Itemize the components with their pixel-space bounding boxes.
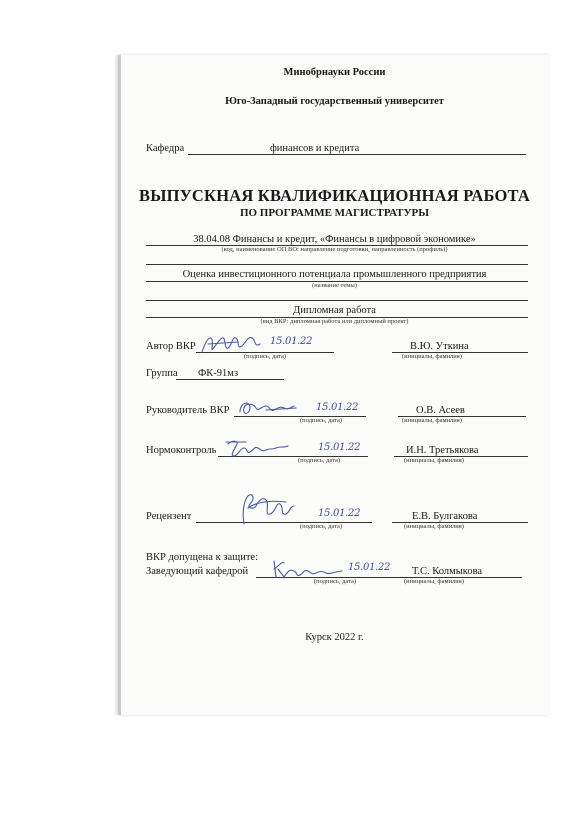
reviewer-date: 15.01.22 [318, 508, 361, 519]
city-year: Курск 2022 г. [305, 632, 364, 643]
group-label: Группа [146, 368, 178, 379]
supervisor-label: Руководитель ВКР [146, 405, 230, 416]
normcontrol-name-caption: (инициалы, фамилия) [404, 457, 464, 464]
normcontrol-date: 15.01.22 [318, 442, 361, 453]
head-date: 15.01.22 [348, 562, 391, 573]
head-name: Т.С. Колмыкова [412, 566, 483, 577]
normcontrol-sign-caption: (подпись, дата) [298, 457, 341, 464]
reviewer-name-caption: (инициалы, фамилия) [404, 523, 464, 530]
department-value: финансов и кредита [270, 143, 360, 154]
program-caption: (код, наименование ОП ВО: направление подготовки, направленность (профиль)) [221, 246, 448, 253]
supervisor-name-caption: (инициалы, фамилия) [402, 417, 462, 424]
document-title: ВЫПУСКНАЯ КВАЛИФИКАЦИОННАЯ РАБОТА [138, 186, 531, 205]
department-label: Кафедра [146, 143, 185, 154]
department-underline [188, 154, 526, 155]
author-sign-caption: (подпись, дата) [244, 353, 287, 360]
head-label: Заведующий кафедрой [146, 566, 249, 577]
author-date: 15.01.22 [270, 336, 313, 347]
topic-value: Оценка инвестиционного потенциала промышленного предприятия [182, 269, 487, 280]
program-underline-2 [146, 264, 528, 265]
author-name-caption: (инициалы, фамилия) [402, 353, 462, 360]
supervisor-sign-caption: (подпись, дата) [300, 417, 343, 424]
worktype-value: Дипломная работа [293, 305, 376, 316]
topic-caption: (название темы) [312, 282, 357, 289]
topic-underline-2 [146, 300, 528, 301]
reviewer-name: Е.В. Булгакова [412, 511, 478, 522]
author-label: Автор ВКР [146, 341, 196, 352]
group-value: ФК-91мз [198, 368, 239, 379]
supervisor-signature [236, 396, 298, 420]
admission-line1: ВКР допущена к защите: [146, 552, 258, 563]
group-underline [176, 379, 284, 380]
head-sign-caption: (подпись, дата) [314, 578, 357, 585]
normcontrol-name: И.Н. Третьякова [406, 445, 479, 456]
normcontrol-signature [222, 436, 292, 460]
ministry-name: Минобрнауки России [283, 67, 386, 78]
supervisor-name: О.В. Асеев [416, 405, 465, 416]
document-subtitle: ПО ПРОГРАММЕ МАГИСТРАТУРЫ [239, 207, 430, 219]
author-name: В.Ю. Уткина [410, 341, 469, 352]
program-value: 38.04.08 Финансы и кредит, «Финансы в цифровой экономике» [193, 234, 476, 245]
normcontrol-label: Нормоконтроль [146, 445, 217, 456]
reviewer-signature [236, 490, 298, 528]
university-name: Юго-Западный государственный университет [225, 96, 444, 107]
supervisor-date: 15.01.22 [316, 402, 359, 413]
worktype-caption: (вид ВКР: дипломная работа или дипломный проект) [260, 318, 409, 325]
head-name-caption: (инициалы, фамилия) [404, 578, 464, 585]
reviewer-sign-caption: (подпись, дата) [300, 523, 343, 530]
reviewer-label: Рецензент [146, 511, 192, 522]
